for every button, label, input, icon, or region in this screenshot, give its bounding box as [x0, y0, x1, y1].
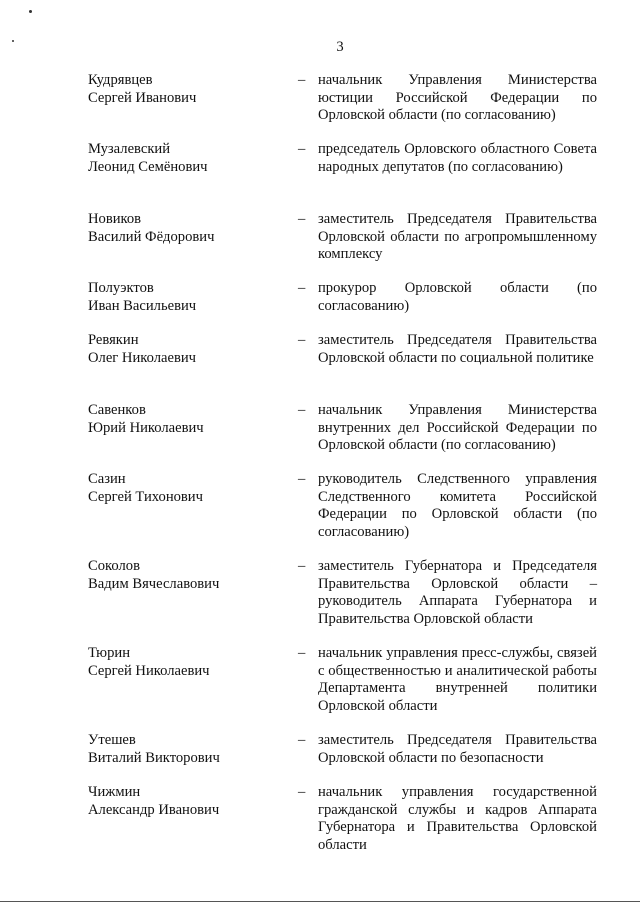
scan-speck — [29, 10, 32, 13]
member-surname: Чижмин — [88, 784, 141, 800]
dash-separator: – — [298, 645, 306, 661]
member-surname: Сазин — [88, 471, 126, 487]
page-number: 3 — [336, 39, 344, 55]
member-name — [88, 332, 288, 367]
dash-separator: – — [298, 732, 306, 748]
member-role: заместитель Председателя Правительства Орловской области по социальной политике — [318, 332, 597, 366]
member-surname: Полуэктов — [88, 280, 154, 296]
member-role: прокурор Орловской области (по согласованию) — [318, 280, 597, 314]
member-surname: Музалевский — [88, 141, 171, 157]
member-given-names: Леонид Семёнович — [88, 158, 208, 175]
member-name — [88, 211, 288, 246]
member-role: начальник Управления Министерства юстиции Российской Федерации по Орловской области (по согласованию) — [318, 72, 597, 123]
member-given-names: Вадим Вячеславович — [88, 575, 220, 592]
page-bottom-edge — [0, 901, 640, 902]
member-role: начальник Управления Министерства внутренних дел Российской Федерации по Орловской области (по согласованию) — [318, 402, 597, 453]
member-given-names: Виталий Викторович — [88, 749, 220, 766]
dash-separator: – — [298, 141, 306, 157]
member-name — [88, 784, 288, 819]
member-name — [88, 280, 288, 315]
member-surname: Савенков — [88, 402, 146, 418]
member-role: заместитель Председателя Правительства Орловской области по агропромышленному комплексу — [318, 211, 597, 262]
member-role: начальник управления государственной гражданской службы и кадров Аппарата Губернатора и Правительства Орловской области — [318, 784, 597, 853]
dash-separator: – — [298, 784, 306, 800]
member-role: заместитель Губернатора и Председателя Правительства Орловской области – руководитель Аппарата Губернатора и Правительства Орловской области — [318, 558, 597, 627]
member-role: председатель Орловского областного Совета народных депутатов (по согласованию) — [318, 141, 597, 175]
member-given-names: Василий Фёдорович — [88, 228, 215, 245]
member-name — [88, 141, 288, 176]
dash-separator: – — [298, 211, 306, 227]
member-surname: Соколов — [88, 558, 140, 574]
dash-separator: – — [298, 471, 306, 487]
member-given-names: Сергей Николаевич — [88, 662, 210, 679]
member-given-names: Сергей Тихонович — [88, 488, 203, 505]
member-given-names: Сергей Иванович — [88, 89, 197, 106]
member-given-names: Александр Иванович — [88, 801, 220, 818]
dash-separator: – — [298, 558, 306, 574]
dash-separator: – — [298, 402, 306, 418]
member-given-names: Олег Николаевич — [88, 349, 197, 366]
member-name — [88, 471, 288, 506]
member-surname: Ревякин — [88, 332, 139, 348]
member-name — [88, 402, 288, 437]
member-surname: Утешев — [88, 732, 136, 748]
member-surname: Кудрявцев — [88, 72, 153, 88]
dash-separator: – — [298, 72, 306, 88]
dash-separator: – — [298, 280, 306, 296]
member-surname: Новиков — [88, 211, 142, 227]
member-name — [88, 72, 288, 107]
member-name — [88, 645, 288, 680]
member-given-names: Иван Васильевич — [88, 297, 197, 314]
member-given-names: Юрий Николаевич — [88, 419, 204, 436]
member-name — [88, 558, 288, 593]
dash-separator: – — [298, 332, 306, 348]
member-role: заместитель Председателя Правительства Орловской области по безопасности — [318, 732, 597, 766]
member-name — [88, 732, 288, 767]
member-role: руководитель Следственного управления Следственного комитета Российской Федерации по Орловской области (по согласованию) — [318, 471, 597, 540]
member-role: начальник управления пресс-службы, связей с общественностью и аналитической работы Департамента внутренней политики Орловской области — [318, 645, 597, 714]
member-surname: Тюрин — [88, 645, 131, 661]
